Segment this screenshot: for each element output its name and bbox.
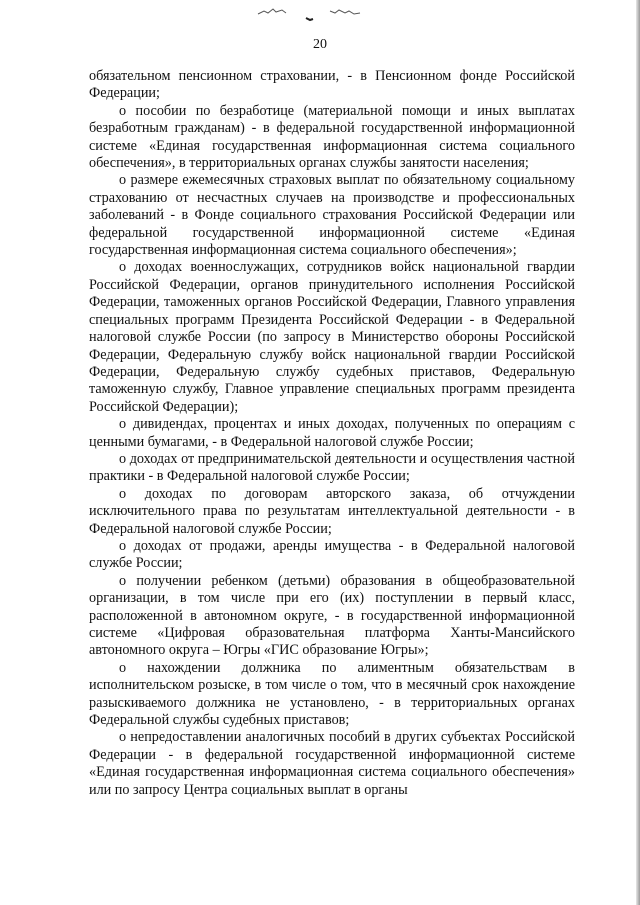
paragraph-child-education: о получении ребенком (детьми) образования в общеобразовательной организации, в том числе при его (их) поступлении в первый класс, расположенной в автономном округе, - в государственной информационной системе «Цифровая образовательная платформа Ханты-Мансийского автономного округа – Югры «ГИС образование Югры»;	[89, 572, 575, 659]
page-number: 20	[313, 37, 327, 52]
paragraph-military-income: о доходах военнослужащих, сотрудников войск национальной гвардии Российской Федерации, органов принудительного исполнения Российской Федерации, таможенных органов Российской Федерации, Главного управления специальных программ Президента Российской Федерации - в Федеральной налоговой службе России (по запросу в Министерство обороны Российской Федерации, Федеральную службу войск национальной гвардии Российской Федерации, Федеральную службу судебных приставов, Федеральную таможенную службу, Главное управление специальных программ президента Российской Федерации);	[89, 259, 575, 415]
paragraph-continuation: обязательном пенсионном страховании, - в Пенсионном фонде Российской Федерации;	[89, 68, 575, 102]
paragraph-debtor-search: о нахождении должника по алиментным обязательствам в исполнительском розыске, в том числе о том, что в месячный срок нахождение разыскиваемого должника не установлено, - в территориальных органах Федеральной службы судебных приставов;	[89, 659, 575, 729]
paragraph-unemployment-benefit: о пособии по безработице (материальной помощи и иных выплатах безработным гражданам) - в федеральной государственной информационной системе «Единая государственная информационная система социального обеспечения», в территориальных органах службы занятости населения;	[89, 102, 575, 172]
paragraph-business-income: о доходах от предпринимательской деятельности и осуществления частной практики - в Федеральной налоговой службе России;	[89, 450, 575, 485]
paragraph-author-contracts: о доходах по договорам авторского заказа, об отчуждении исключительного права по результатам интеллектуальной деятельности - в Федеральной налоговой службе России;	[89, 485, 575, 537]
document-body	[89, 68, 575, 799]
paragraph-property-sale: о доходах от продажи, аренды имущества - в Федеральной налоговой службе России;	[89, 537, 575, 572]
paragraph-insurance-payments: о размере ежемесячных страховых выплат по обязательному социальному страхованию от несчастных случаев на производстве и профессиональных заболеваний - в Фонде социального страхования Российской Федерации или федеральной государственной информационной системе «Единая государственная информационная система социального обеспечения»;	[89, 172, 575, 259]
paragraph-dividends: о дивидендах, процентах и иных доходах, полученных по операциям с ценными бумагами, - в Федеральной налоговой службе России;	[89, 416, 575, 450]
paragraph-similar-benefits: о непредоставлении аналогичных пособий в других субъектах Российской Федерации - в федеральной государственной информационной системе «Единая государственная информационная система социального обеспечения» или по запросу Центра социальных выплат в органы	[89, 729, 575, 798]
scan-artifact-marks	[250, 2, 390, 24]
page-edge-shadow	[636, 0, 640, 905]
